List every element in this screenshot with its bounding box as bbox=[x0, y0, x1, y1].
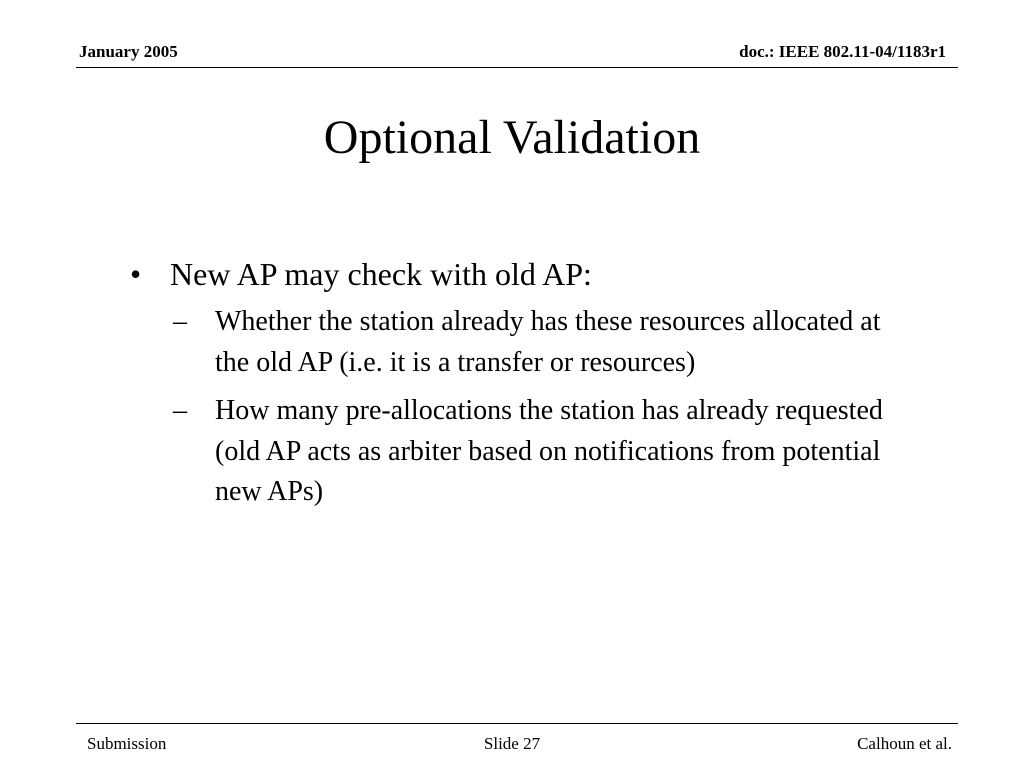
bullet-dot-icon: • bbox=[130, 256, 142, 292]
sub-bullet-text: Whether the station already has these resources allocated at the old AP (i.e. it is a transfer or resources) bbox=[215, 306, 881, 378]
dash-icon: – bbox=[173, 306, 187, 337]
slide-title: Optional Validation bbox=[323, 111, 701, 164]
bullet-text: New AP may check with old AP: bbox=[170, 256, 592, 292]
header-doc-id: doc.: IEEE 802.11-04/1183r1 bbox=[739, 42, 946, 61]
sub-bullet-item bbox=[173, 391, 910, 513]
sub-bullet-text: How many pre-allocations the station has already requested (old AP acts as arbiter based on notifications from potential new APs) bbox=[215, 395, 883, 507]
header-date: January 2005 bbox=[79, 42, 178, 61]
header-divider bbox=[76, 67, 958, 68]
footer-divider bbox=[76, 723, 958, 724]
footer-submission: Submission bbox=[87, 734, 167, 753]
footer-authors: Calhoun et al. bbox=[857, 734, 952, 753]
bullet-item bbox=[130, 252, 910, 296]
sub-bullet-item bbox=[173, 302, 910, 383]
dash-icon: – bbox=[173, 395, 187, 426]
sub-bullet-list bbox=[130, 302, 910, 513]
slide-body bbox=[130, 252, 910, 521]
footer-slide-number: Slide 27 bbox=[483, 734, 541, 753]
